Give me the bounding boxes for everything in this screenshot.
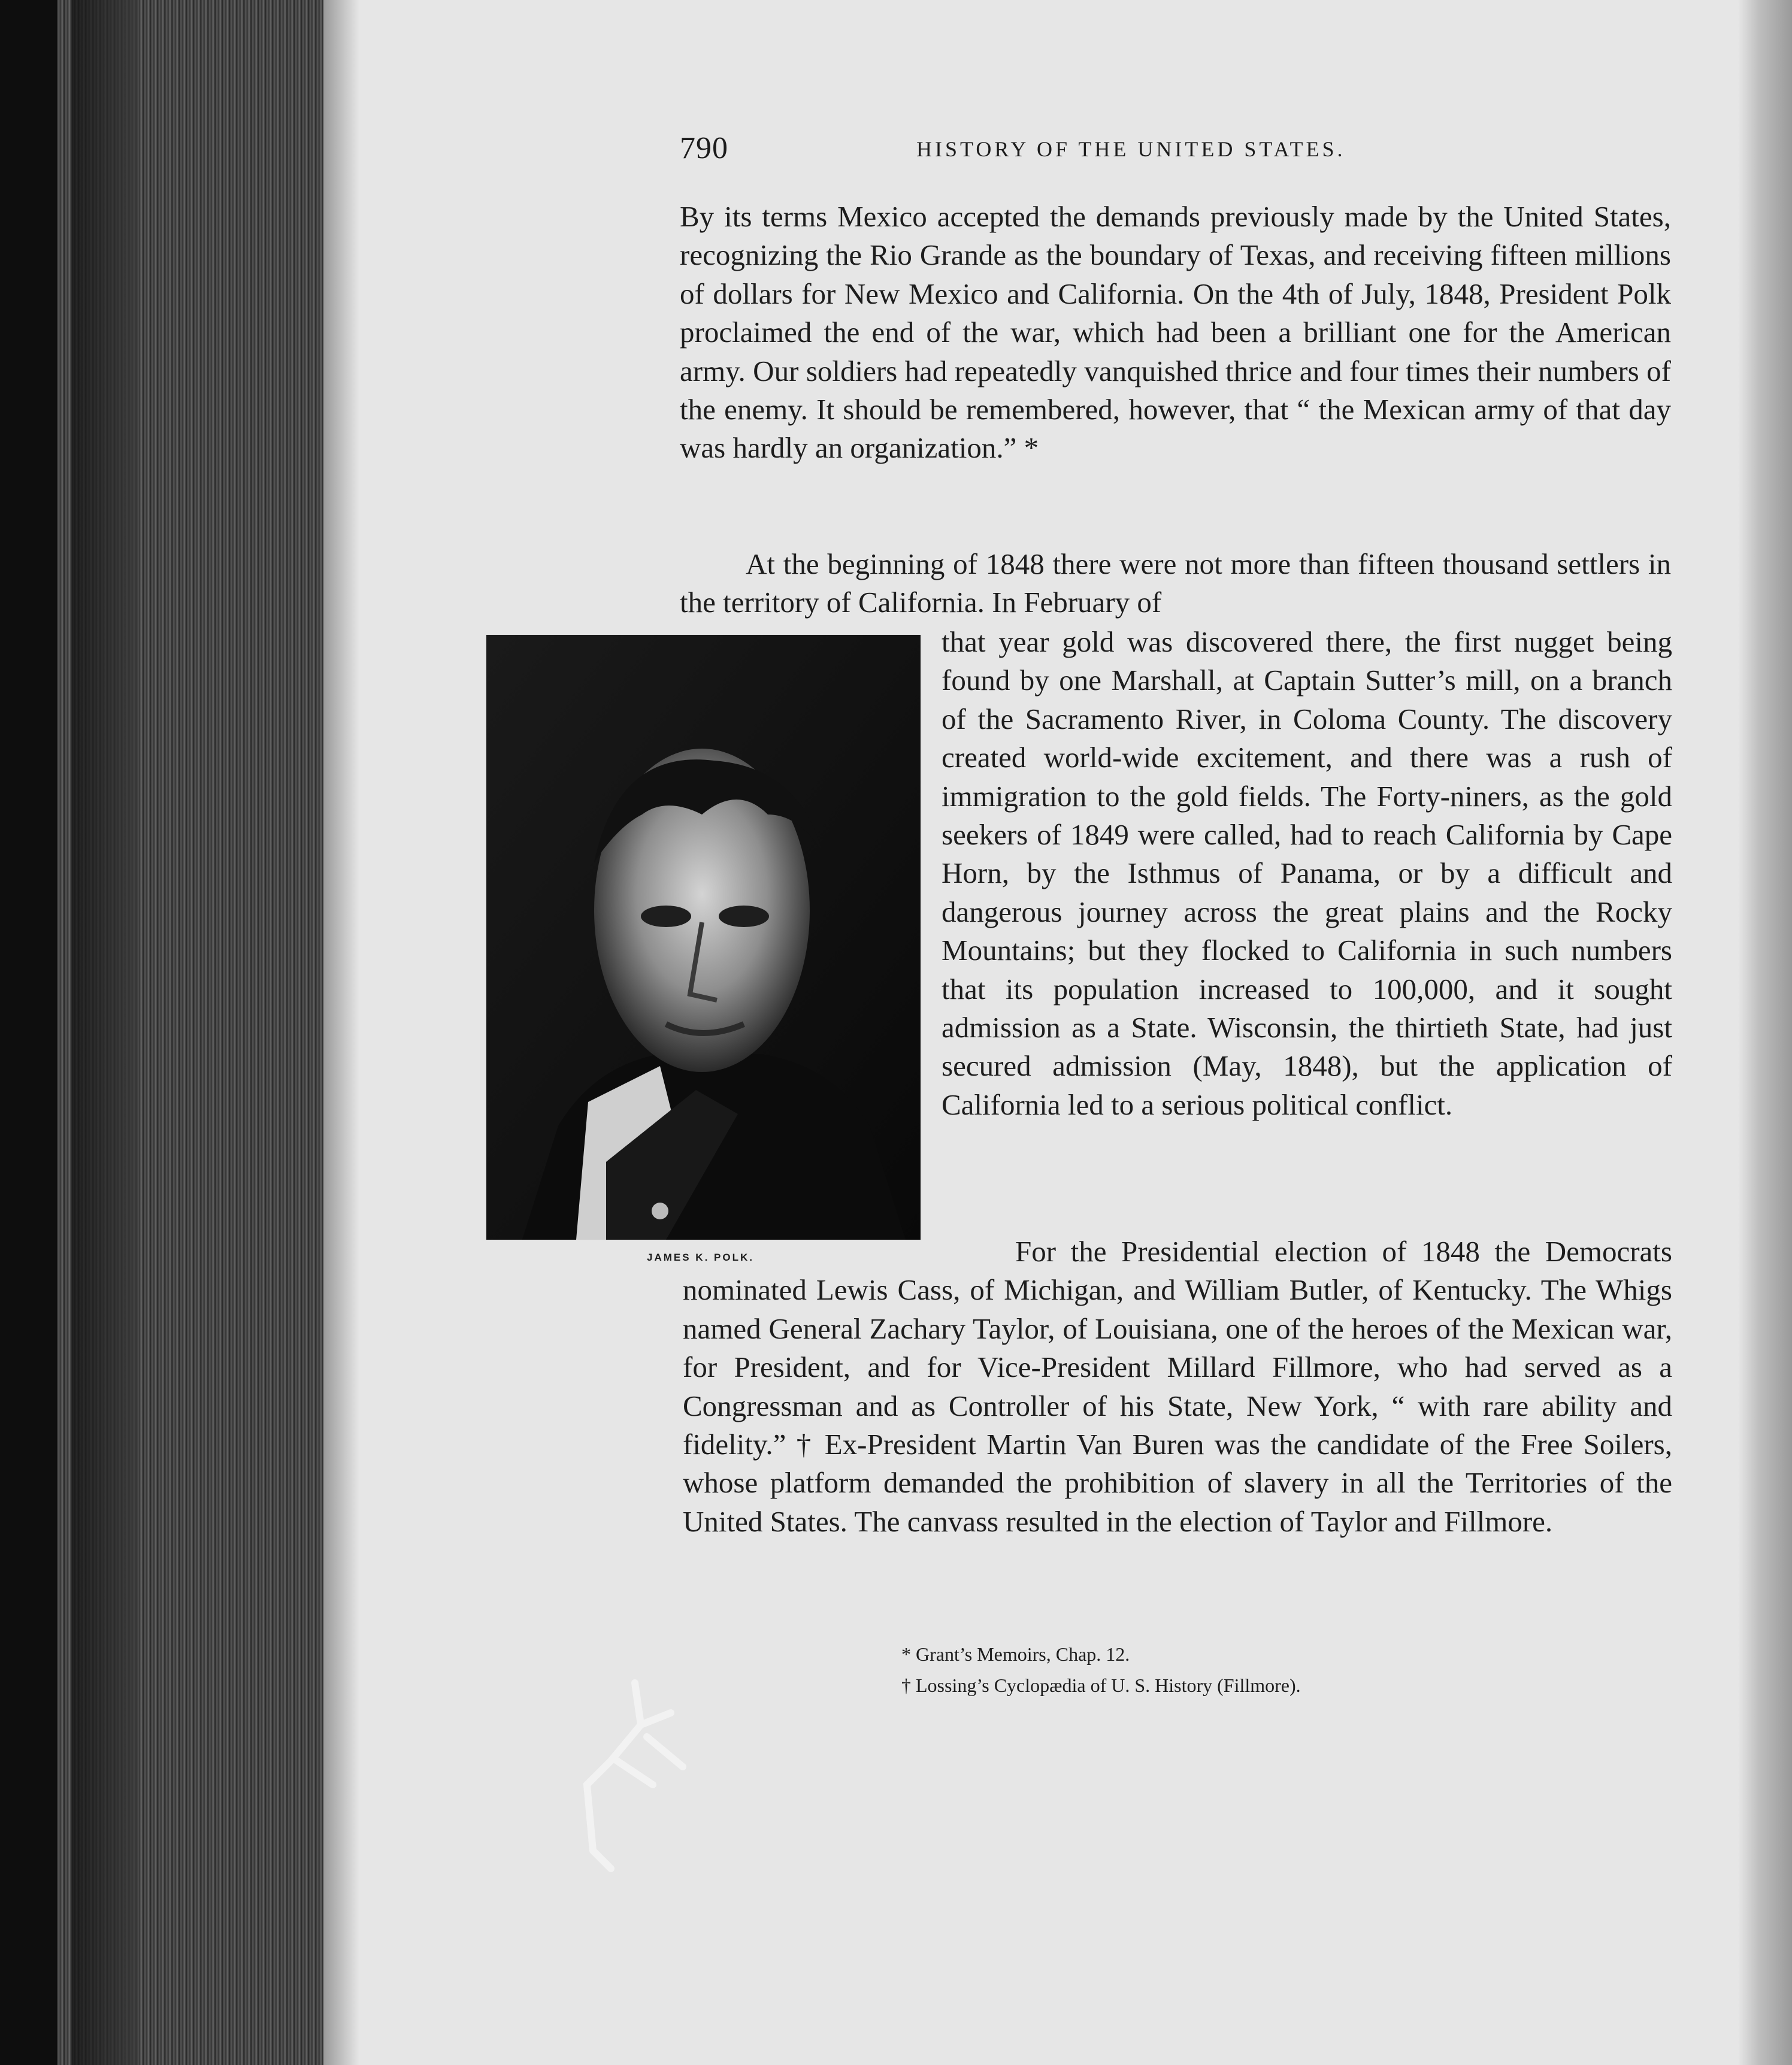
page-header: [680, 131, 1668, 172]
footnotes: [901, 1639, 1301, 1701]
running-head: HISTORY OF THE UNITED STATES.: [916, 137, 1346, 161]
portrait-image: [486, 635, 921, 1240]
stray-pen-mark: [575, 1671, 713, 1910]
page-number: 790: [680, 131, 728, 165]
gutter-shade: [323, 0, 359, 2065]
footnote-lossing: † Lossing’s Cyclopædia of U. S. History (Fillmore).: [901, 1675, 1301, 1696]
binding-shadow: [72, 0, 138, 2065]
paragraph-gold-rush: that year gold was discovered there, the first nugget being found by one Marshall, at Captain Sutter’s mill, on a branch of the Sacramento River, in Coloma County. The discovery created world-wide excitement, and there was a rush of immigration to the gold fields. The Forty-niners, as the gold seekers of 1849 were called, had to reach California by Cape Horn, by the Isthmus of Panama, or by a difficult and dangerous journey across the great plains and the Rocky Mountains; but they flocked to California in such numbers that its population increased to 100,000, and it sought admission as a State. Wisconsin, the thirtieth State, had just secured admission (May, 1848), but the application of California led to a serious political conflict.: [942, 625, 1672, 1121]
footnote-grant: * Grant’s Memoirs, Chap. 12.: [901, 1643, 1130, 1665]
portrait-figure: [486, 635, 921, 1240]
paragraph-treaty: By its terms Mexico accepted the demands previously made by the United States, recognizing the Rio Grande as the boundary of Texas, and receiving fifteen millions of dollars for New Mexico and California. On the 4th of July, 1848, President Polk proclaimed the end of the war, which had been a brilliant one for the American army. Our soldiers had repeatedly vanquished thrice and four times their numbers of the enemy. It should be remembered, however, that “ the Mexican army of that day was hardly an organization.” *: [680, 200, 1671, 465]
page-right-edge: [1738, 0, 1792, 2065]
paragraph-gold-intro: At the beginning of 1848 there were not more than fifteen thousand settlers in the territory of California. In February of: [680, 547, 1671, 619]
portrait-caption: JAMES K. POLK.: [647, 1252, 754, 1263]
paragraph-election-1848: For the Presidential election of 1848 the Democrats nominated Lewis Cass, of Michigan, and William Butler, of Kentucky. The Whigs named General Zachary Taylor, of Louisiana, one of the heroes of the Mexican war, for President, and for Vice-President Millard Fillmore, who had served as a Congressman and as Controller of his State, New York, “ with rare ability and fidelity.” † Ex-President Martin Van Buren was the candidate of the Free Soilers, whose platform demanded the prohibition of slavery in all the Territories of the United States. The canvass resulted in the election of Taylor and Fillmore.: [683, 1235, 1672, 1538]
